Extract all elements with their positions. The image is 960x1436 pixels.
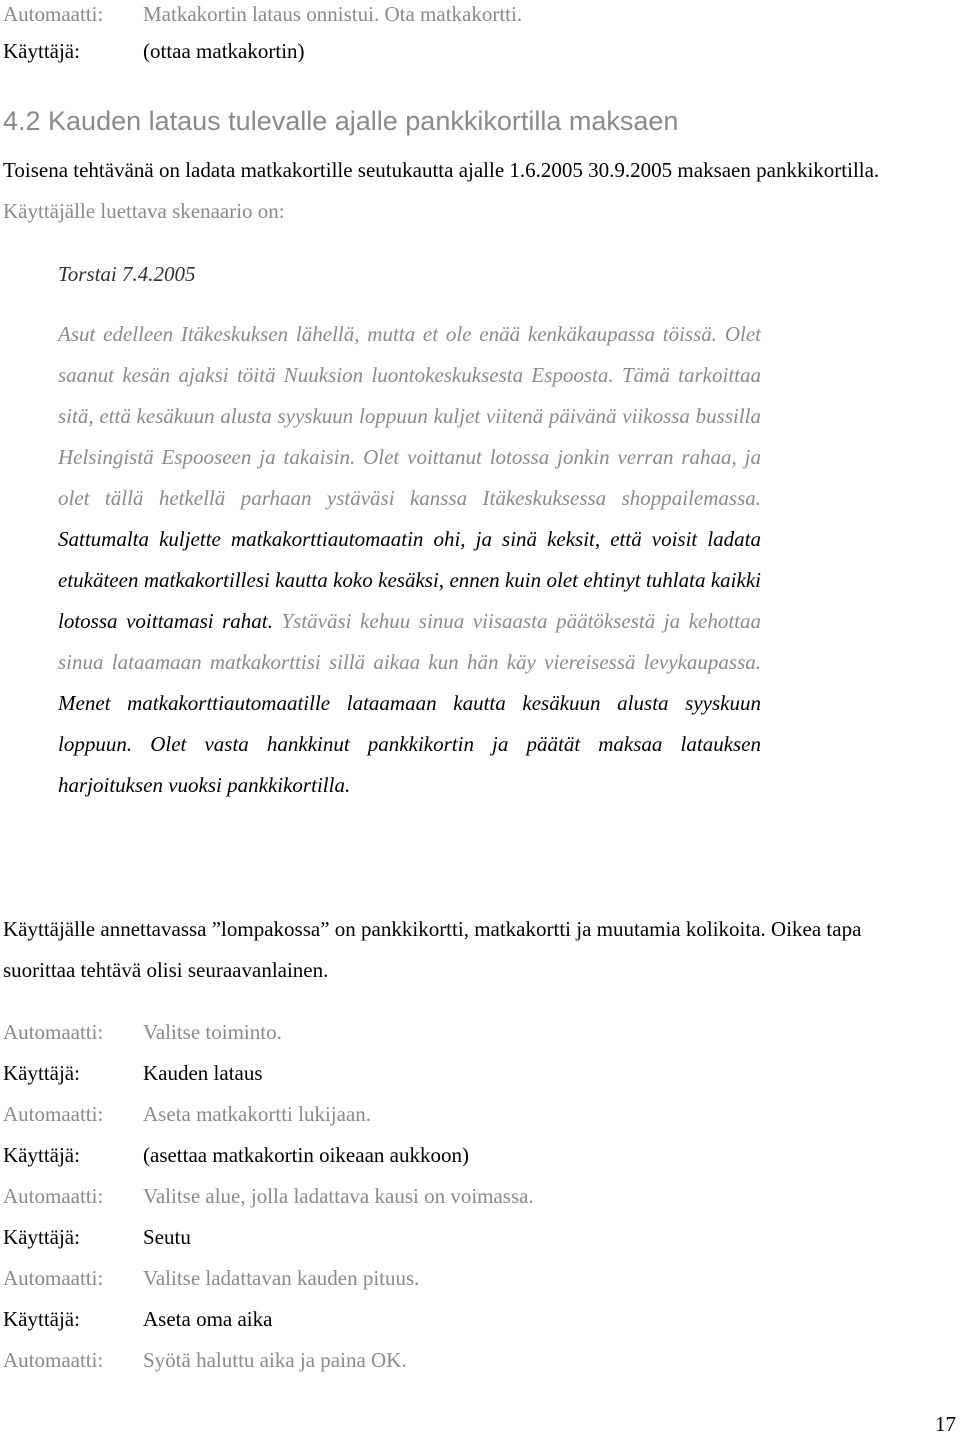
dialog-line-machine — [3, 1264, 419, 1292]
speaker-label: Automaatti: — [3, 1020, 104, 1044]
dialog-text: Syötä haluttu aika ja paina OK. — [143, 1348, 407, 1372]
scenario-sentence: Menet matkakorttiautomaatille lataamaan kautta kesäkuun alusta syyskuun loppuun. — [58, 691, 761, 756]
scenario-sentence: Ystäväsi kehuu sinua viisaasta päätöksestä ja kehottaa sinua lataamaan matkakorttisi sillä aikaa kun hän käy viereisessä levykaupassa. — [58, 609, 762, 674]
dialog-text: Seutu — [143, 1225, 191, 1249]
dialog-line-machine — [3, 1100, 371, 1128]
scenario-date: Torstai 7.4.2005 — [58, 262, 196, 286]
dialog-line-user — [3, 37, 305, 65]
speaker-label: Käyttäjä: — [3, 39, 80, 63]
speaker-label: Käyttäjä: — [3, 1061, 80, 1085]
dialog-text: Aseta matkakortti lukijaan. — [143, 1102, 372, 1126]
speaker-label: Automaatti: — [3, 1348, 104, 1372]
speaker-label: Automaatti: — [3, 1266, 104, 1290]
dialog-text: Valitse alue, jolla ladattava kausi on voimassa. — [143, 1184, 534, 1208]
wallet-paragraph: Käyttäjälle annettavassa ”lompakossa” on pankkikortti, matkakortti ja muutamia kolikoita. Oikea tapa suorittaa tehtävä olisi seuraavanlainen. — [3, 917, 862, 982]
dialog-line-user — [3, 1223, 191, 1251]
dialog-line-machine — [3, 0, 522, 28]
intro-text: Toisena tehtävänä on ladata matkakortille seutukautta ajalle 1.6.2005 30.9.2005 maksaen pankkikortilla. — [3, 158, 880, 182]
dialog-line-user — [3, 1141, 469, 1169]
dialog-text: (ottaa matkakortin) — [143, 39, 305, 63]
dialog-line-user — [3, 1059, 263, 1087]
scenario-sentence: Olet vasta hankkinut pankkikortin ja päätät maksaa latauksen harjoituksen vuoksi pankkikortilla. — [58, 732, 762, 797]
speaker-label: Käyttäjä: — [3, 1225, 80, 1249]
dialog-text: (asettaa matkakortin oikeaan aukkoon) — [143, 1143, 469, 1167]
dialog-line-machine — [3, 1018, 282, 1046]
scenario-sentence: Sattumalta kuljette matkakorttiautomaatin ohi, ja sinä keksit, että voisit ladata etukäteen matkakortillesi kautta koko kesäksi, ennen kuin olet ehtinyt tuhlata kaikki lotossa voittamasi rahat. — [58, 527, 761, 633]
speaker-label: Automaatti: — [3, 1102, 104, 1126]
scenario-block — [58, 314, 761, 806]
dialog-text: Valitse toiminto. — [143, 1020, 282, 1044]
dialog-text: Aseta oma aika — [143, 1307, 273, 1331]
page-number: 17 — [935, 1412, 956, 1436]
dialog-line-machine — [3, 1346, 407, 1374]
intro-paragraph — [3, 150, 933, 232]
scenario-sentence: Asut edelleen Itäkeskuksen lähellä, mutta et ole enää kenkäkaupassa töissä. Olet saanut kesän ajaksi töitä Nuuksion luontokeskuksesta Espoosta. — [58, 322, 761, 387]
dialog-text: Valitse ladattavan kauden pituus. — [143, 1266, 420, 1290]
speaker-label: Automaatti: — [3, 2, 104, 26]
speaker-label: Automaatti: — [3, 1184, 104, 1208]
scenario-paragraph — [58, 314, 761, 806]
scenario-sentence: Tämä tarkoittaa sitä, että kesäkuun alusta syyskuun loppuun kuljet viitenä päivänä viikossa bussilla Helsingistä Espooseen ja takaisin. Olet voittanut lotossa jonkin verran rahaa, ja olet tällä hetkellä parhaan ystäväsi kanssa Itäkeskuksessa shoppailemassa. — [58, 363, 762, 510]
dialog-text: Matkakortin lataus onnistui. Ota matkakortti. — [143, 2, 523, 26]
dialog-line-machine — [3, 1182, 534, 1210]
speaker-label: Käyttäjä: — [3, 1307, 80, 1331]
speaker-label: Käyttäjä: — [3, 1143, 80, 1167]
intro-continuation: Käyttäjälle luettava skenaario on: — [3, 199, 285, 223]
section-heading: 4.2 Kauden lataus tulevalle ajalle pankkikortilla maksaen — [3, 106, 679, 136]
dialog-line-user — [3, 1305, 272, 1333]
dialog-text: Kauden lataus — [143, 1061, 263, 1085]
